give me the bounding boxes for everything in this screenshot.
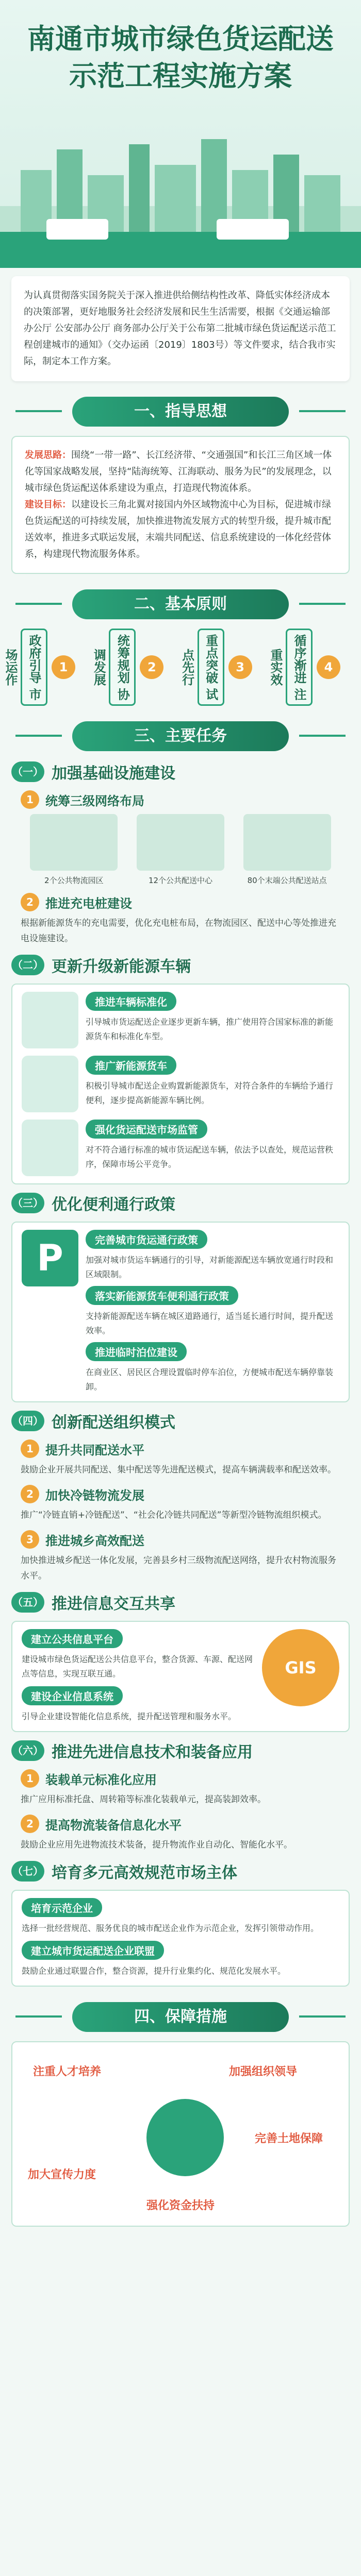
task-heading-7	[11, 1860, 350, 1883]
task2-row-3	[22, 1120, 339, 1176]
subtask-heading	[21, 1485, 340, 1503]
subtask-title: 培育示范企业	[22, 1898, 102, 1917]
subtask-title: 建立城市货运配送企业联盟	[22, 1941, 164, 1960]
build-goal-label: 建设目标：	[25, 499, 71, 510]
delivery-station-icon	[243, 814, 331, 871]
task-title: 创新配送组织模式	[52, 1414, 175, 1432]
subtask-title: 建立公共信息平台	[22, 1629, 123, 1648]
principle-item	[3, 629, 75, 706]
development-idea-text: 围绕“一带一路”、长江经济带、“交通强国”和长江三角区域一体化等国家战略发展，坚持“陆海统筹、江海联动、服务为民”的发展理念，以城市绿色货运配送体系建设为重点，打造现代物流体系。	[25, 450, 332, 494]
subtask-title: 建设企业信息系统	[22, 1686, 123, 1705]
principle-number: 2	[140, 655, 163, 679]
subtask-text: 加强对城市货运车辆通行的引导，对新能源配送车辆放宽通行时段和区域限制。	[86, 1255, 334, 1279]
logistics-park-item	[30, 814, 118, 886]
title-line-1: 南通市城市绿色货运配送	[27, 23, 334, 55]
guarantee-panel	[11, 2041, 350, 2227]
task-number: （五）	[11, 1592, 44, 1613]
task-heading-2	[11, 954, 350, 976]
principle-text: 循序渐进 注重实效	[286, 629, 313, 706]
task2-row-1	[22, 992, 339, 1048]
guarantee-item: 加强组织领导	[229, 2065, 298, 2078]
subtask-text: 加快推进城乡配送一体化发展，完善县乡村三级物流配送网络，提升农村物流服务水平。	[21, 1555, 336, 1581]
distribution-center-icon	[137, 814, 224, 871]
section-heading-tasks: 三、主要任务	[72, 721, 289, 751]
build-goal	[25, 497, 336, 563]
subtask-number: 1	[21, 1769, 39, 1788]
subtask-text: 鼓励企业开展共同配送、集中配送等先进配送模式，提高车辆满载率和配送效率。	[21, 1465, 336, 1475]
subtask-number: 1	[21, 790, 39, 809]
subtask-heading	[21, 893, 340, 911]
task-number: （一）	[11, 761, 44, 782]
task5-card	[11, 1621, 350, 1732]
task-number: （七）	[11, 1861, 44, 1882]
principle-item	[179, 629, 252, 706]
subtask-number: 2	[21, 893, 39, 911]
task-number: （四）	[11, 1411, 44, 1431]
subtask-title: 推广新能源货车	[86, 1056, 176, 1075]
principle-number: 4	[317, 655, 340, 679]
page-title	[0, 21, 361, 95]
development-idea	[25, 447, 336, 497]
subtask-text: 建设城市绿色货运配送公共信息平台，整合货源、车源、配送网点等信息，实现互联互通。	[22, 1654, 253, 1679]
police-officer-icon	[22, 1120, 78, 1176]
task-heading-3	[11, 1192, 350, 1214]
subtask-title: 推进临时泊位建设	[86, 1342, 187, 1361]
gis-icon: GIS	[262, 1629, 339, 1706]
subtask-title: 统筹三级网络布局	[45, 793, 144, 808]
task5-row	[22, 1629, 339, 1724]
task-title: 培育多元高效规范市场主体	[52, 1864, 237, 1882]
subtask-title: 落实新能源货车便利通行政策	[86, 1286, 238, 1305]
principles-list	[3, 629, 340, 706]
task2-row-2	[22, 1056, 339, 1112]
principle-item	[268, 629, 340, 706]
subtask-heading	[21, 1769, 340, 1788]
warehouse-icon	[30, 814, 118, 871]
subtask-heading	[21, 1815, 340, 1833]
distribution-center-item	[137, 814, 224, 886]
subtask-heading	[21, 1530, 340, 1549]
electric-truck-icon	[22, 1056, 78, 1112]
subtask-number: 2	[21, 1485, 39, 1503]
parking-sign-icon: P	[22, 1230, 78, 1286]
icon-caption: 80个末端公共配送站点	[247, 876, 327, 885]
task-heading-6	[11, 1739, 350, 1762]
task-heading-5	[11, 1591, 350, 1614]
task-title: 推进信息交互共享	[52, 1595, 175, 1613]
city-skyline-illustration	[0, 113, 361, 268]
task-heading-1	[11, 760, 350, 783]
guarantee-item: 加大宣传力度	[28, 2168, 96, 2181]
subtask-number: 3	[21, 1530, 39, 1549]
subtask-heading	[21, 1439, 340, 1458]
subtask-text: 选择一批经营规范、服务优良的城市配送企业作为示范企业，发挥引领带动作用。	[22, 1923, 319, 1933]
subtask-text: 在商业区、居民区合理设置临时停车泊位，方便城市配送车辆停靠装卸。	[86, 1367, 334, 1392]
task7-card	[11, 1890, 350, 1987]
delivery-station-item	[243, 814, 331, 886]
subtask-text: 推广“冷链直销+冷链配送”、“社会化冷链共同配送”等新型冷链物流组织模式。	[21, 1510, 327, 1520]
header-banner	[0, 0, 361, 268]
principle-text: 重点突破 试点先行	[198, 629, 224, 706]
subtask-title: 推进城乡高效配送	[45, 1533, 144, 1548]
subtask-text: 引导城市货运配送企业逐步更新车辆，推广使用符合国家标准的新能源货车和标准化车型。	[86, 1017, 334, 1041]
subtask-title: 装载单元标准化应用	[45, 1772, 157, 1787]
guide-panel	[11, 436, 350, 574]
principle-number: 3	[228, 655, 252, 679]
subtask-title: 推进充电桩建设	[45, 896, 132, 911]
subtask-number: 1	[21, 1439, 39, 1458]
task-title: 推进先进信息技术和装备应用	[52, 1743, 253, 1761]
principle-text: 统筹规划 协调发展	[109, 629, 136, 706]
task-heading-4	[11, 1410, 350, 1432]
task-number: （二）	[11, 955, 44, 975]
task-title: 加强基础设施建设	[52, 765, 175, 783]
subtask-title: 强化货运配送市场监管	[86, 1120, 207, 1139]
principle-item	[91, 629, 163, 706]
subtask-heading	[21, 790, 340, 809]
principle-number: 1	[52, 655, 75, 679]
section-heading-guide: 一、指导思想	[72, 397, 289, 427]
intro-paragraph: 为认真贯彻落实国务院关于深入推进供给侧结构性改革、降低实体经济成本的决策部署，更好地服务社会经济发展和民生生活需要，根据《交通运输部办公厅 公安部办公厅 商务部办公厅关于公布第二批城市绿色货运配送示范工程创建城市的通知》（交办运函〔2019〕1803号）等文件要求，结合我市实际，制定本工作方案。	[11, 276, 350, 381]
network-layout-icons	[21, 814, 340, 886]
subtask-title: 提升共同配送水平	[45, 1443, 144, 1458]
subtask-title: 完善城市货运通行政策	[86, 1230, 207, 1249]
section-heading-principles: 二、基本原则	[72, 589, 289, 619]
subtask-title: 加快冷链物流发展	[45, 1488, 144, 1503]
icon-caption: 12个公共配送中心	[148, 876, 213, 885]
subtask-text: 支持新能源配送车辆在城区道路通行，适当延长通行时间，提升配送效率。	[86, 1311, 334, 1335]
subtask-text: 引导企业建设智能化信息系统，提升配送管理和服务水平。	[22, 1711, 237, 1721]
subtask-text: 根据新能源货车的充电需要，优化充电桩布局，在物流园区、配送中心等处推进充电设施建设。	[21, 918, 336, 944]
task3-card	[11, 1222, 350, 1402]
guarantee-item: 注重人才培养	[33, 2065, 102, 2078]
task-title: 更新升级新能源车辆	[52, 958, 191, 976]
subtask-title: 提高物流装备信息化水平	[45, 1818, 182, 1833]
guarantee-item: 强化资金扶持	[146, 2199, 215, 2212]
title-line-2: 示范工程实施方案	[69, 60, 292, 92]
truck-icon	[22, 992, 78, 1048]
subtask-text: 鼓励企业通过联盟合作，整合资源，提升行业集约化、规范化发展水平。	[22, 1966, 286, 1976]
build-goal-text: 以建设长三角北翼对接国内外区域物流中心为目标，促进城市绿色货运配送的可持续发展，加快推进物流发展方式的转型升级，提升城市配送效率，推进多式联运发展，末端共同配送、信息系统建设的一体化经营体系，构建现代物流服务体系。	[25, 499, 331, 560]
people-illustration-icon	[146, 2099, 224, 2176]
subtask-text: 积极引导城市配送企业购置新能源货车，对符合条件的车辆给予通行便利，逐步提高新能源车辆比例。	[86, 1081, 334, 1105]
subtask-text: 对不符合通行标准的城市货运配送车辆，依法予以查处，规范运营秩序，保障市场公平竞争。	[86, 1145, 334, 1169]
task2-card	[11, 984, 350, 1184]
subtask-text: 鼓励企业应用先进物流技术装备，提升物流作业自动化、智能化水平。	[21, 1840, 292, 1850]
subtask-text: 推广应用标准托盘、周转箱等标准化装载单元，提高装卸效率。	[21, 1794, 266, 1805]
task-title: 优化便利通行政策	[52, 1196, 175, 1214]
principle-text: 政府引导 市场运作	[21, 629, 47, 706]
icon-caption: 2个公共物流园区	[44, 876, 104, 885]
development-idea-label: 发展思路：	[25, 450, 71, 461]
task-number: （六）	[11, 1740, 44, 1761]
guarantee-item: 完善土地保障	[255, 2132, 323, 2145]
subtask-title: 推进车辆标准化	[86, 992, 176, 1011]
task-number: （三）	[11, 1193, 44, 1213]
subtask-number: 2	[21, 1815, 39, 1833]
task3-row	[22, 1230, 339, 1394]
section-heading-guarantee: 四、保障措施	[72, 2002, 289, 2032]
